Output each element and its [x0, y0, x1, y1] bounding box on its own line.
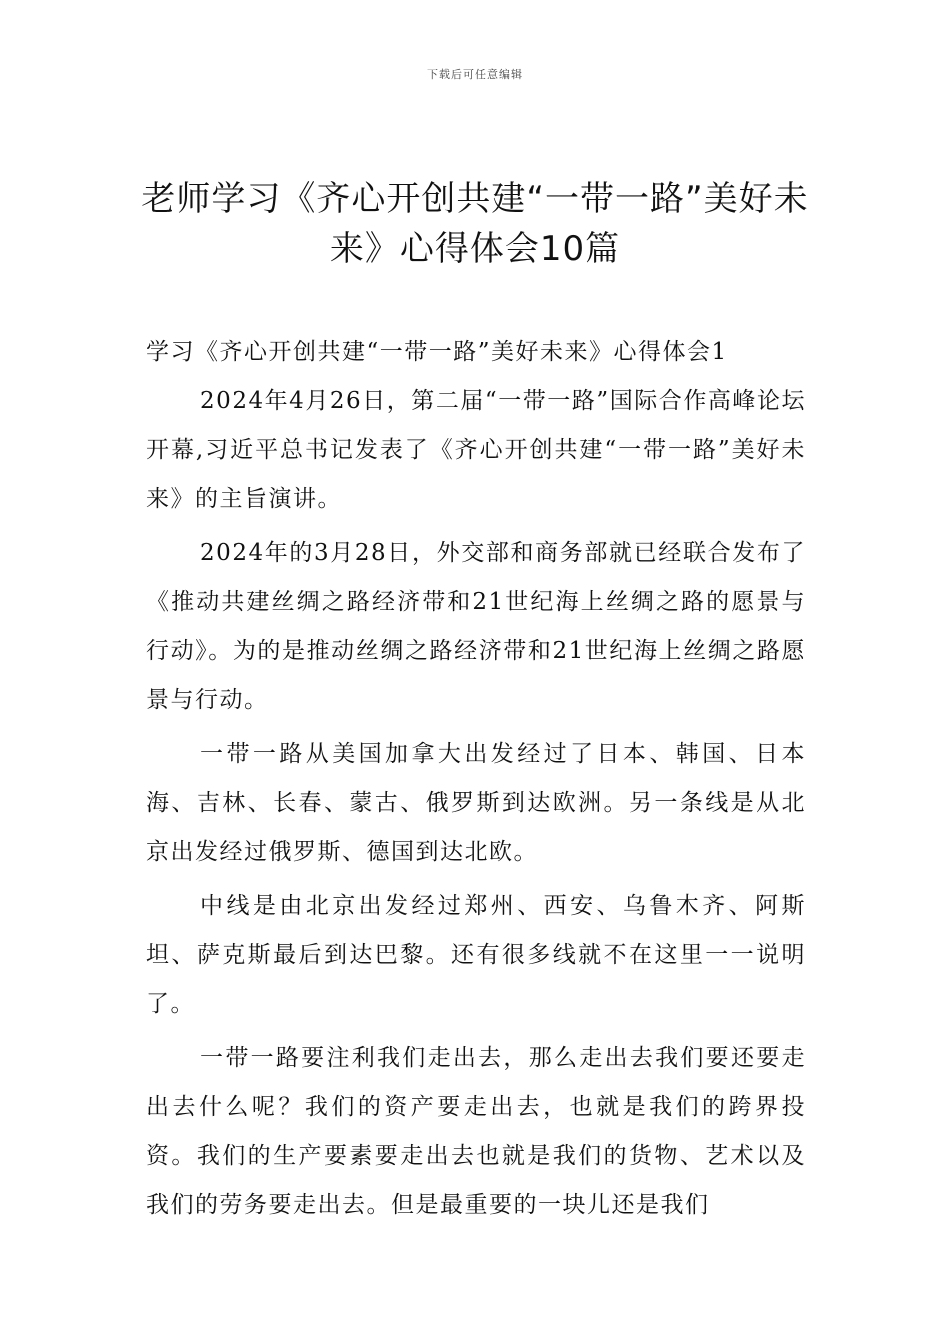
- header-note: 下载后可任意编辑: [427, 68, 523, 81]
- paragraph: 中线是由北京出发经过郑州、西安、乌鲁木齐、阿斯坦、萨克斯最后到达巴黎。还有很多线就不在这里一一说明了。: [146, 893, 806, 1017]
- paragraph: 一带一路要注利我们走出去，那么走出去我们要还要走出去什么呢？我们的资产要走出去，也就是我们的跨界投资。我们的生产要素要走出去也就是我们的货物、艺术以及我们的劳务要走出去。但是最重要的一块儿还是我们: [146, 1045, 806, 1218]
- paragraph: 2024年的3月28日，外交部和商务部就已经联合发布了《推动共建丝绸之路经济带和21世纪海上丝绸之路的愿景与行动》。为的是推动丝绸之路经济带和21世纪海上丝绸之路愿景与行动。: [146, 540, 806, 713]
- section-heading: 学习《齐心开创共建“一带一路”美好未来》心得体会1: [146, 339, 728, 365]
- document-title: 老师学习《齐心开创共建“一带一路”美好未来》心得体会10篇: [141, 179, 809, 269]
- document-body: [146, 328, 806, 1235]
- paragraph: 2024年4月26日，第二届“一带一路”国际合作高峰论坛开幕,习近平总书记发表了《齐心开创共建“一带一路”美好未来》的主旨演讲。: [146, 388, 806, 512]
- paragraph: 一带一路从美国加拿大出发经过了日本、韩国、日本海、吉林、长春、蒙古、俄罗斯到达欧洲。另一条线是从北京出发经过俄罗斯、德国到达北欧。: [146, 741, 806, 865]
